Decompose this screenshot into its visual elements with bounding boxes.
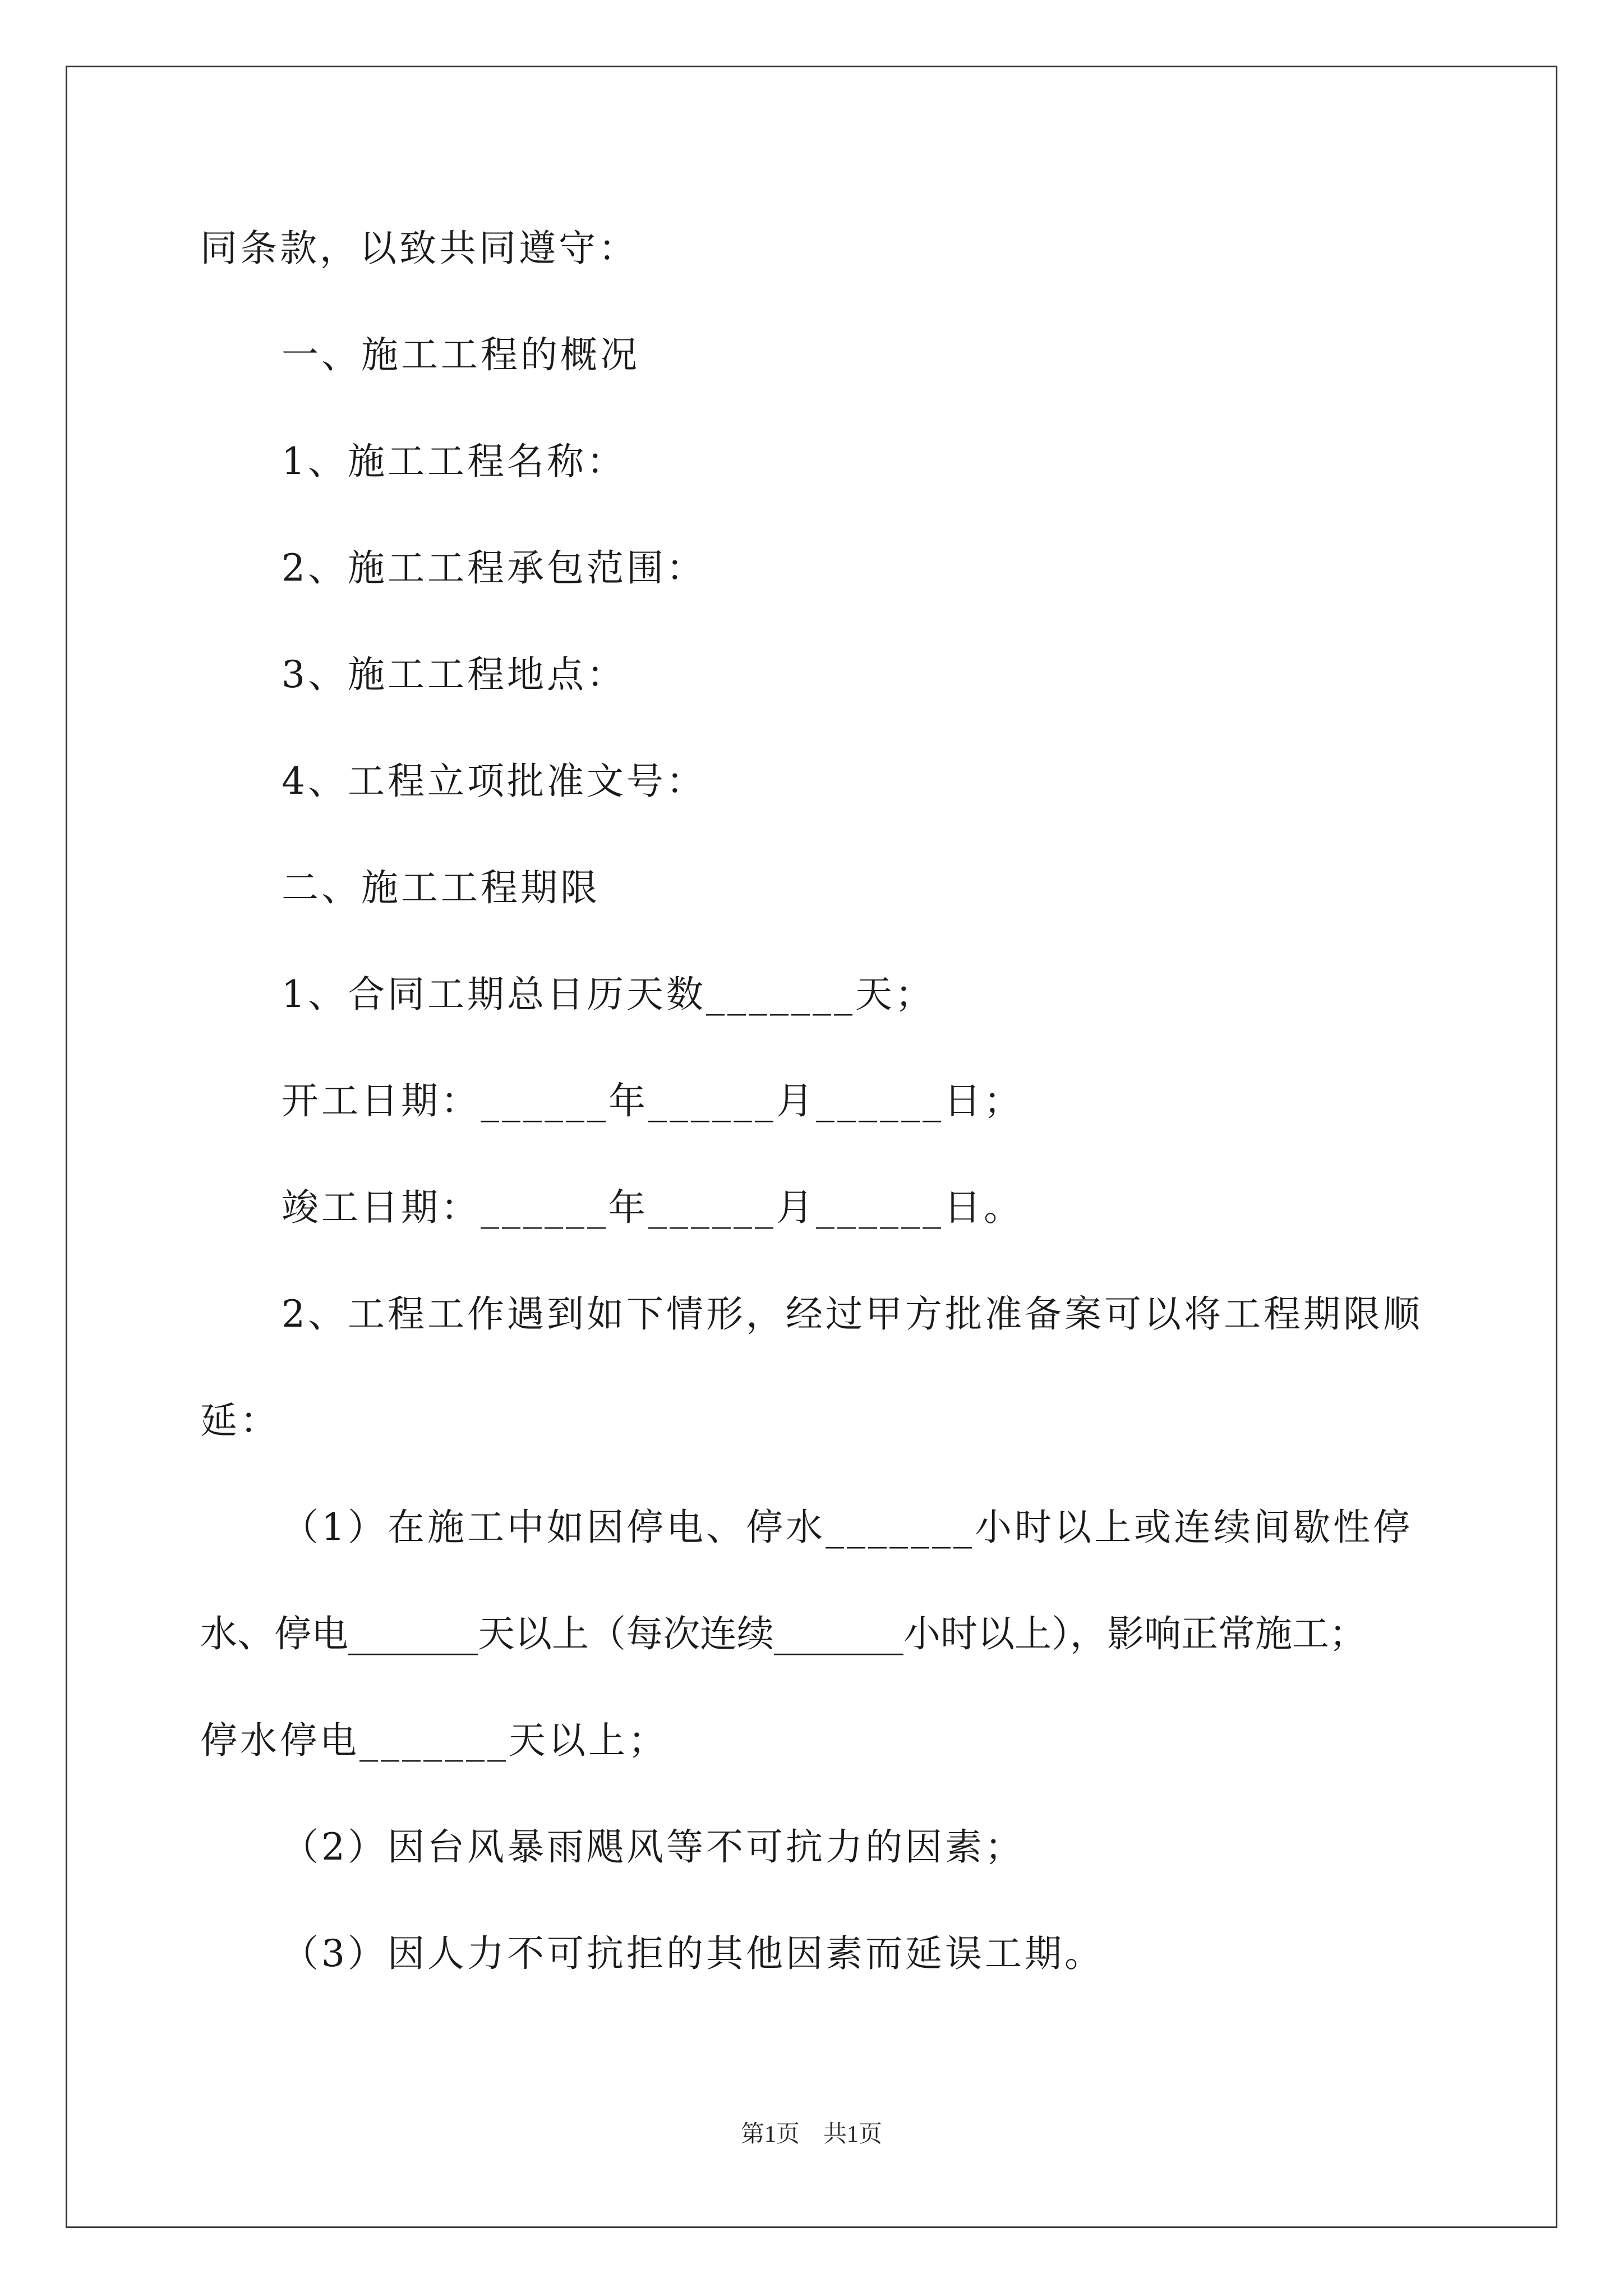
text-line: 延：: [200, 1399, 280, 1442]
page-frame: [66, 66, 1557, 2228]
text-line: （1）在施工中如因停电、停水_______小时以上或连续间歇性停: [282, 1506, 1413, 1549]
text-line: 开工日期：______年______月______日；: [282, 1079, 1023, 1122]
text-line: 3、施工工程地点：: [282, 653, 626, 696]
text-line: （2）因台风暴雨飓风等不可抗力的因素；: [282, 1825, 1025, 1869]
text-line: （3）因人力不可抗拒的其他因素而延误工期。: [282, 1932, 1104, 1975]
section-heading: 二、施工工程期限: [282, 866, 600, 909]
page-number-footer: 第1页 共1页: [740, 2122, 882, 2147]
text-line: 停水停电_______天以上；: [200, 1719, 668, 1762]
text-line: 1、合同工期总日历天数_______天；: [282, 973, 935, 1016]
text-line: 4、工程立项批准文号：: [282, 760, 706, 803]
section-heading: 一、施工工程的概况: [282, 333, 640, 376]
text-line: 同条款，以致共同遵守：: [200, 227, 638, 270]
text-line: 水、停电_______天以上（每次连续_______小时以上），影响正常施工；: [200, 1612, 1366, 1655]
text-line: 2、工程工作遇到如下情形，经过甲方批准备案可以将工程期限顺: [282, 1292, 1423, 1336]
text-line: 竣工日期：______年______月______日。: [282, 1186, 1023, 1229]
text-line: 1、施工工程名称：: [282, 440, 626, 483]
text-line: 2、施工工程承包范围：: [282, 546, 706, 590]
